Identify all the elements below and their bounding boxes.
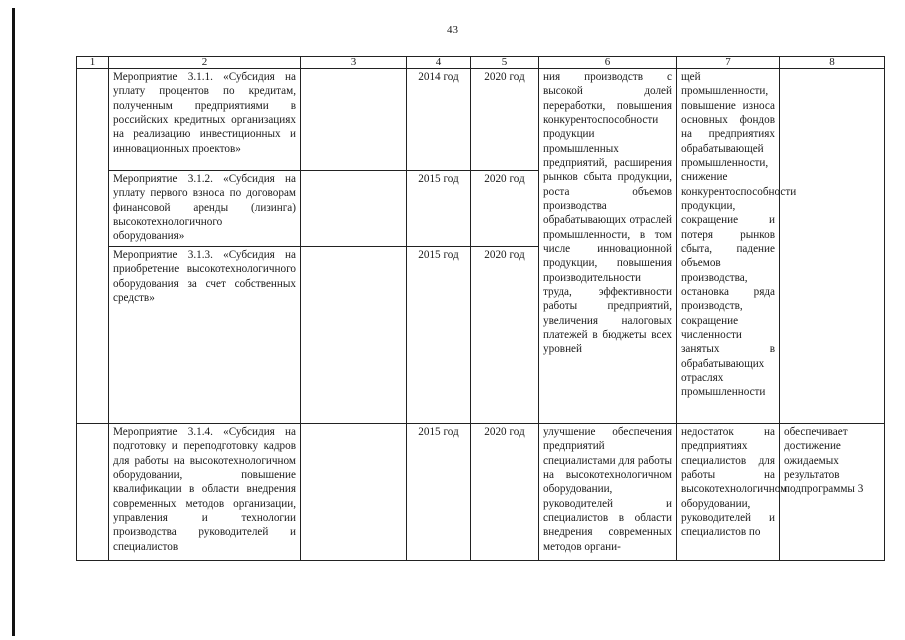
cell-end: 2020 год [471, 171, 539, 247]
cell-start: 2014 год [407, 69, 471, 171]
cell-measure: Мероприятие 3.1.4. «Субсидия на подготовку и переподготовку кадров для работы на высокотехнологичном оборудовании, повышение квалификации в области внедрения современных методов организации, управления и технологии производства руководителей и специалистов [109, 424, 301, 561]
cell-number [77, 69, 109, 424]
measures-table [76, 56, 885, 561]
page-number: 43 [447, 24, 458, 36]
cell-consequences: недостаток на предприятиях специалистов для работы на высокотехнологичном оборудовании, руководителей и специалистов по [677, 424, 780, 561]
cell-relation: обеспечивает достижение ожидаемых результатов подпрограммы 3 [780, 424, 885, 561]
table-row [77, 69, 885, 171]
column-header: 4 [407, 57, 471, 69]
column-header: 3 [301, 57, 407, 69]
column-header: 7 [677, 57, 780, 69]
cell-result-merged: ния производств с высокой долей переработки, повышения конкурентоспособности продукции промышленных предприятий, расширения рынков сбыта продукции, роста объемов производства обрабатывающих отраслей промышленности, в том числе инновационной продукции, повышения производительности труда, эффективности работы предприятий, увеличения налоговых платежей в бюджеты всех уровней [539, 69, 677, 424]
cell-end: 2020 год [471, 247, 539, 424]
cell-end: 2020 год [471, 69, 539, 171]
column-header: 1 [77, 57, 109, 69]
cell-relation-merged [780, 69, 885, 424]
table-header-row [77, 57, 885, 69]
cell-measure: Мероприятие 3.1.1. «Субсидия на уплату процентов по кредитам, полученным предприятиями в российских кредитных организациях на реализацию инвестиционных и инновационных проектов» [109, 69, 301, 171]
column-header: 2 [109, 57, 301, 69]
cell-start: 2015 год [407, 171, 471, 247]
cell-number [77, 424, 109, 561]
scan-edge [12, 8, 15, 636]
table-row [77, 424, 885, 561]
column-header: 8 [780, 57, 885, 69]
cell-end: 2020 год [471, 424, 539, 561]
cell-start: 2015 год [407, 247, 471, 424]
column-header: 6 [539, 57, 677, 69]
cell-executor [301, 69, 407, 171]
cell-executor [301, 247, 407, 424]
cell-measure: Мероприятие 3.1.3. «Субсидия на приобретение высокотехнологичного оборудования за счет собственных средств» [109, 247, 301, 424]
cell-result: улучшение обеспечения предприятий специалистами для работы на высокотехнологичном оборудовании, руководителей и специалистов в области внедрения современных методов органи- [539, 424, 677, 561]
cell-executor [301, 424, 407, 561]
cell-start: 2015 год [407, 424, 471, 561]
column-header: 5 [471, 57, 539, 69]
cell-consequences-merged: щей промышленности, повышение износа основных фондов на предприятиях обрабатывающей промышленности, снижение конкурентоспособности продукции, сокращение и потеря рынков сбыта, падение объемов производства, остановка ряда производств, сокращение численности занятых в обрабатывающих отраслях промышленности [677, 69, 780, 424]
cell-executor [301, 171, 407, 247]
cell-measure: Мероприятие 3.1.2. «Субсидия на уплату первого взноса по договорам финансовой аренды (лизинга) высокотехнологичного оборудования» [109, 171, 301, 247]
